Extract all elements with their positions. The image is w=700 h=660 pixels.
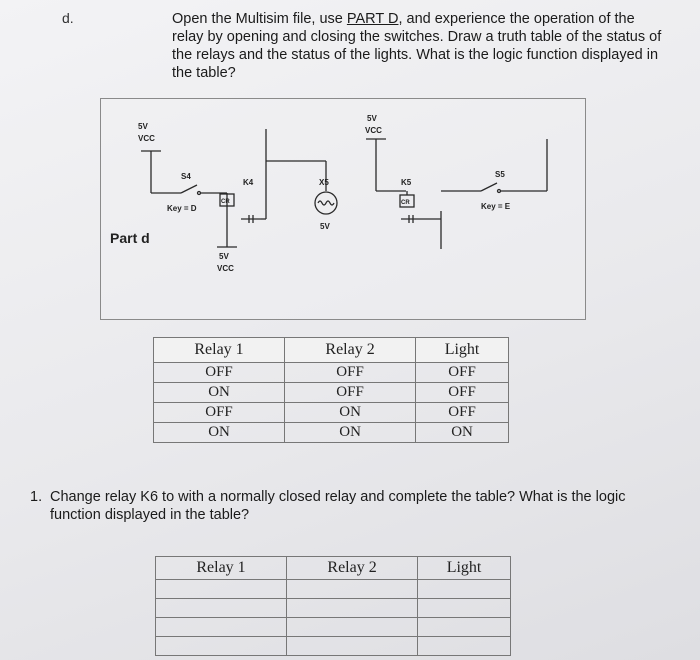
table-cell: OFF [285,363,416,383]
table-cell[interactable] [418,599,511,618]
s5-key-label: Key = E [481,202,511,211]
table-cell[interactable] [287,618,418,637]
table-row[interactable] [156,580,511,599]
table-row[interactable] [156,637,511,656]
table-row[interactable] [156,599,511,618]
vcc1-label: VCC [138,134,155,143]
table-row [154,423,509,443]
vcc3-label: VCC [217,264,234,273]
header-relay-2: Relay 2 [287,557,418,580]
k4-label: K4 [243,178,254,187]
table-cell[interactable] [156,618,287,637]
circuit-diagram [100,98,586,320]
vcc2-label: VCC [365,126,382,135]
header-light: Light [418,557,511,580]
s5-label: S5 [495,170,505,179]
table-row[interactable] [156,618,511,637]
question-text-end: , and experience the operation of the relay by opening and closing the switches. Draw a truth table of the status of the relays and the status of the lights. What is the logic function displayed in the table? [172,11,662,81]
part-d-label: Part d [110,230,150,246]
part-d-link[interactable]: PART D [346,11,399,27]
table-cell: OFF [416,363,509,383]
header-relay-2: Relay 2 [285,338,416,363]
table-cell: OFF [416,403,509,423]
vcc2-voltage: 5V [367,114,377,123]
table-cell[interactable] [156,637,287,656]
header-relay-1: Relay 1 [154,338,285,363]
table-cell: ON [285,423,416,443]
table-row [154,363,509,383]
header-light: Light [416,338,509,363]
table-cell[interactable] [287,637,418,656]
x5-label: X5 [319,178,329,187]
table-cell[interactable] [287,580,418,599]
table-cell[interactable] [287,599,418,618]
table-header-row [154,338,509,363]
table-cell[interactable] [156,599,287,618]
question-text-start: Open the Multisim file, use [172,11,347,27]
question-text [172,10,662,82]
k5-cr-label: CR [401,200,410,206]
truth-table-2 [155,556,511,656]
table-cell: ON [154,383,285,403]
question-1-number: 1. [30,489,43,505]
table-cell: OFF [154,403,285,423]
table-row [154,403,509,423]
s4-label: S4 [181,172,191,181]
table-cell[interactable] [418,580,511,599]
table-cell[interactable] [418,618,511,637]
vcc3-voltage: 5V [219,252,229,261]
table-cell[interactable] [418,637,511,656]
table-cell: ON [416,423,509,443]
k4-cr-label: CR [221,199,230,205]
table-cell: OFF [285,383,416,403]
table-cell: ON [285,403,416,423]
question-1-text: Change relay K6 to with a normally closed relay and complete the table? What is the logic function displayed in the table? [50,489,626,523]
k5-label: K5 [401,178,412,187]
table-cell: OFF [154,363,285,383]
table-cell[interactable] [156,580,287,599]
x5-voltage: 5V [320,222,330,231]
question-letter: d. [62,10,74,26]
relay-circuit-schematic [101,99,585,319]
vcc1-voltage: 5V [138,122,148,131]
table-row [154,383,509,403]
header-relay-1: Relay 1 [156,557,287,580]
table-cell: OFF [416,383,509,403]
s4-key-label: Key = D [167,204,197,213]
table-cell: ON [154,423,285,443]
truth-table-1 [153,337,509,443]
table-header-row [156,557,511,580]
